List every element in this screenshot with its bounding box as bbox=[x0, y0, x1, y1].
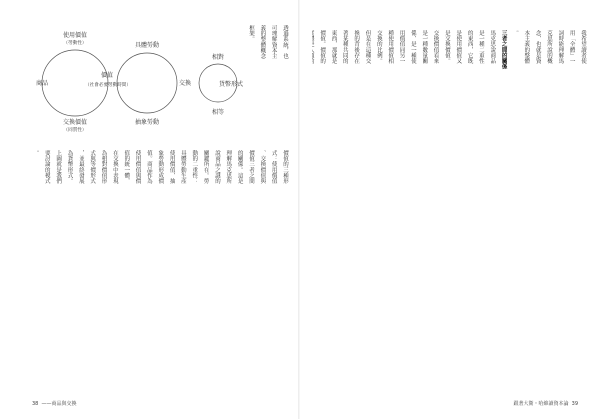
diagram-equivalent: 相等 bbox=[211, 109, 225, 116]
right-page-intro-text: 我希望讀者使 用「全體」一 詞時能理解馬 克思所說的概 念，也就是資 本主義的整體 。 bbox=[511, 30, 586, 64]
diagram-use-value-sub: （勞動性） bbox=[63, 41, 87, 46]
right-page-main-text: 馬克思說商品 是一種二重性 的東西，它既 是使用價值又 是交換價值。 交換價值看來 是一種數量關 係，是一種使 用價值同另一 種使用價值相 交換的比例。 但是在這種交 換的背後存在 著某種共同的 東西，那就是 價值。價值的 bbox=[319, 30, 496, 64]
left-page-top-text: 透過系統，也 可理解資本主 義的整體概念 框架。 bbox=[247, 25, 288, 59]
diagram-concrete-labor: 具體勞動 bbox=[134, 42, 160, 49]
diagram-exchange-value: 交換價值 bbox=[62, 119, 88, 126]
diagram-exchange: 交換 bbox=[178, 80, 192, 87]
diagram-money-form: 貨幣形式 bbox=[219, 81, 244, 88]
right-page bbox=[300, 0, 600, 419]
right-page-bold-phrase: 三者之間的關係 bbox=[500, 30, 507, 70]
right-page-folio: 跟著大衛・哈維讀資本論 39 bbox=[513, 401, 578, 407]
diagram-exchange-value-sub: （同質性） bbox=[63, 128, 87, 133]
diagram-relative: 相對 bbox=[211, 54, 225, 61]
right-page-body-text bbox=[312, 30, 588, 356]
left-page-folio: 38 ——商品與交換 bbox=[32, 401, 77, 407]
value-relationship-diagram bbox=[35, 28, 245, 136]
diagram-use-value: 使用價值 bbox=[62, 32, 88, 39]
diagram-value: 價值 bbox=[101, 72, 114, 79]
diagram-value-sub: （社會必要勞動時間） bbox=[85, 83, 131, 88]
diagram-abstract-labor: 抽象勞動 bbox=[134, 119, 160, 126]
diagram-commodity: 商品 bbox=[36, 80, 49, 87]
left-page-body-text: 價值的三種形 式：使用價值 、交換價值與 價值三者之間 的關係。這是 理解馬克思所 說商品之謎的 關鍵所在。勞 動的二重性： 具體勞動生產 使用價值，抽 象勞動形成價 值。商品作為 使用價值與價 值的統一體， 在交換中表現 為相對價值形 式與等價形式 ，並最終發展 為貨幣形式。 上圖就是我們 要討論的模式 。 bbox=[32, 150, 288, 184]
